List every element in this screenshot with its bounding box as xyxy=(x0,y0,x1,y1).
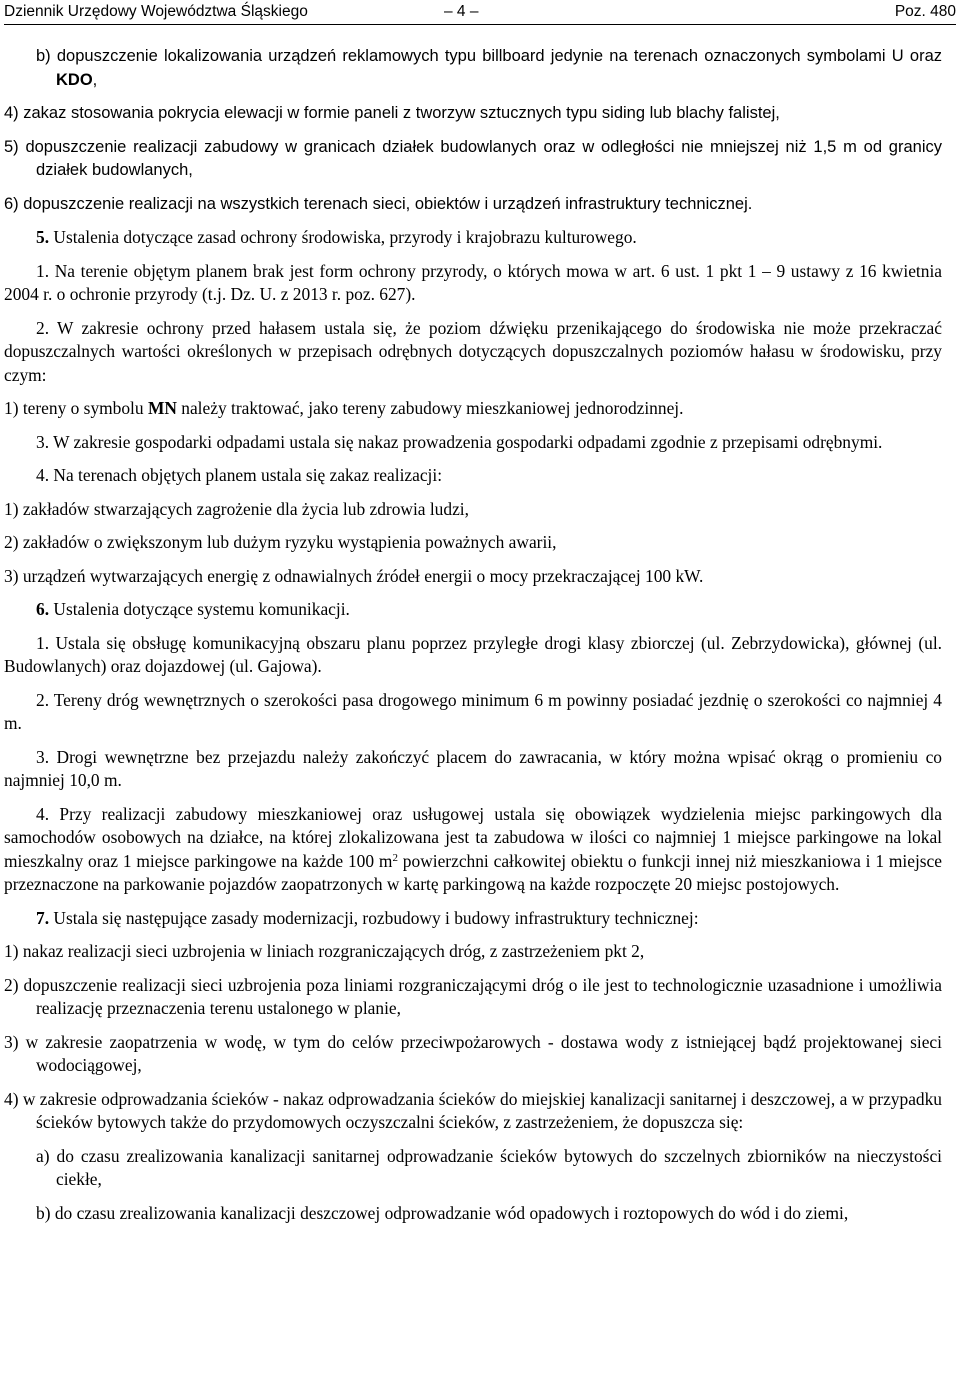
section-6-paragraph-2: 2. Tereny dróg wewnętrznych o szerokości pasa drogowego minimum 6 m powinny posiadać jezdnię o szerokości co najmniej 4 m. xyxy=(4,689,942,733)
symbol-kdo: KDO xyxy=(56,70,93,89)
page-header xyxy=(4,2,956,25)
text-fragment: należy traktować, jako tereny zabudowy mieszkaniowej jednorodzinnej. xyxy=(176,398,684,418)
section-7-item-4-sub-a: a) do czasu zrealizowania kanalizacji sanitarnej odprowadzanie ścieków bytowych do szczelnych zbiorników na nieczystości ciekłe, xyxy=(36,1145,942,1189)
section-7-item-3: 3) w zakresie zaopatrzenia w wodę, w tym do celów przeciwpożarowych - dostawa wody z istniejącej bądź projektowanej sieci wodociągowej, xyxy=(4,1031,942,1075)
section-7-heading xyxy=(4,907,942,931)
section-5-heading xyxy=(4,226,942,250)
text-fragment: , xyxy=(92,70,98,89)
section-5-paragraph-4-item-1: 1) zakładów stwarzających zagrożenie dla życia lub zdrowia ludzi, xyxy=(4,498,469,519)
section-title: Ustala się następujące zasady modernizacji, rozbudowy i budowy infrastruktury technicznej: xyxy=(49,907,699,928)
document-body xyxy=(4,45,942,1235)
section-7-item-2: 2) dopuszczenie realizacji sieci uzbrojenia poza liniami rozgraniczającymi dróg o ile jest to technologicznie uzasadnione i umożliwia realizację przeznaczenia terenu ustalonego w planie, xyxy=(4,974,942,1018)
section-6-heading xyxy=(4,598,942,622)
section-6-paragraph-4 xyxy=(4,803,942,897)
section-7-item-4: 4) w zakresie odprowadzania ścieków - nakaz odprowadzania ścieków do miejskiej kanalizacji sanitarnej i deszczowej, a w przypadku ścieków bytowych także do przydomowych oczyszczalni ścieków, z zastrzeżeniem, że dopuszcza się: xyxy=(4,1088,942,1132)
journal-title: Dziennik Urzędowy Województwa Śląskiego xyxy=(4,3,308,20)
list-item-4: 4) zakaz stosowania pokrycia elewacji w formie paneli z tworzyw sztucznych typu siding lub blachy falistej, xyxy=(4,104,780,122)
section-5-paragraph-2-item-1 xyxy=(4,397,942,421)
section-7-item-1: 1) nakaz realizacji sieci uzbrojenia w liniach rozgraniczających dróg, z zastrzeżeniem pkt 2, xyxy=(4,941,645,961)
section-5-paragraph-3: 3. W zakresie gospodarki odpadami ustala się nakaz prowadzenia gospodarki odpadami zgodnie z przepisami odrębnymi. xyxy=(36,431,883,452)
section-6-paragraph-1: 1. Ustala się obsługę komunikacyjną obszaru planu poprzez przyległe drogi klasy zbiorczej (ul. Zebrzydowicka), głównej (ul. Budowlanych) oraz dojazdowej (ul. Gajowa). xyxy=(4,632,942,676)
section-7-item-4-sub-b: b) do czasu zrealizowania kanalizacji deszczowej odprowadzanie wód opadowych i roztopowych do wód i do ziemi, xyxy=(36,1202,849,1223)
section-5-paragraph-2: 2. W zakresie ochrony przed hałasem ustala się, że poziom dźwięku przenikającego do środowiska nie może przekraczać dopuszczalnych wartości określonych w przepisach odrębnych dotyczących dopuszczalnych poziomów hałasu w środowisku, przy czym: xyxy=(4,317,942,385)
page-number: – 4 – xyxy=(444,3,479,20)
superscript: 2 xyxy=(392,851,398,864)
paragraph-b-billboard xyxy=(4,45,942,92)
section-6-paragraph-3: 3. Drogi wewnętrzne bez przejazdu należy zakończyć placem do zawracania, w który można wpisać okrąg o promieniu co najmniej 10,0 m. xyxy=(4,746,942,790)
section-number: 6. xyxy=(36,599,50,619)
section-5-paragraph-1: 1. Na terenie objętym planem brak jest form ochrony przyrody, o których mowa w art. 6 ust. 1 pkt 1 – 9 ustawy z 16 kwietnia 2004 r. o ochronie przyrody (t.j. Dz. U. z 2013 r. poz. 627). xyxy=(4,260,942,304)
list-item-5: 5) dopuszczenie realizacji zabudowy w granicach działek budowlanych oraz w odległości nie mniejszej niż 1,5 m od granicy działek budowlanych, xyxy=(4,137,942,179)
text-fragment: powierzchni całkowitej obiektu o funkcji innej niż mieszkaniowa i 1 miejsce przeznaczone na parkowanie pojazdów zaopatrzonych w kartę parkingową na każde rozpoczęte 20 miejsc postojowych. xyxy=(4,850,942,894)
section-5-paragraph-4-item-2: 2) zakładów o zwiększonym lub dużym ryzyku wystąpienia poważnych awarii, xyxy=(4,532,557,552)
section-5-paragraph-4-item-3: 3) urządzeń wytwarzających energię z odnawialnych źródeł energii o mocy przekraczającej 100 kW. xyxy=(4,565,704,586)
section-number: 7. xyxy=(36,907,50,928)
text-fragment: 1) tereny o symbolu xyxy=(4,398,148,418)
position-number: Poz. 480 xyxy=(894,3,956,20)
symbol-mn: MN xyxy=(147,398,177,418)
list-item-6: 6) dopuszczenie realizacji na wszystkich terenach sieci, obiektów i urządzeń infrastruktury technicznej. xyxy=(4,194,753,213)
section-number: 5. xyxy=(36,227,50,247)
text-fragment: 4. Przy realizacji zabudowy mieszkaniowej oraz usługowej ustala się obowiązek wydzielenia miejsc parkingowych dla samochodów osobowych na działce, na której zlokalizowana jest ta zabudowa w ilości co najmniej 1 miejsce parkingowe na lokal mieszkalny oraz 1 miejsce parkingowe na każde 100 m xyxy=(4,803,942,871)
section-5-paragraph-4: 4. Na terenach objętych planem ustala się zakaz realizacji: xyxy=(36,465,443,485)
section-title: Ustalenia dotyczące systemu komunikacji. xyxy=(49,599,350,619)
section-title: Ustalenia dotyczące zasad ochrony środowiska, przyrody i krajobrazu kulturowego. xyxy=(49,227,637,247)
text-fragment: b) dopuszczenie lokalizowania urządzeń reklamowych typu billboard jedynie na terenach oznaczonych symbolami U oraz xyxy=(36,47,942,65)
